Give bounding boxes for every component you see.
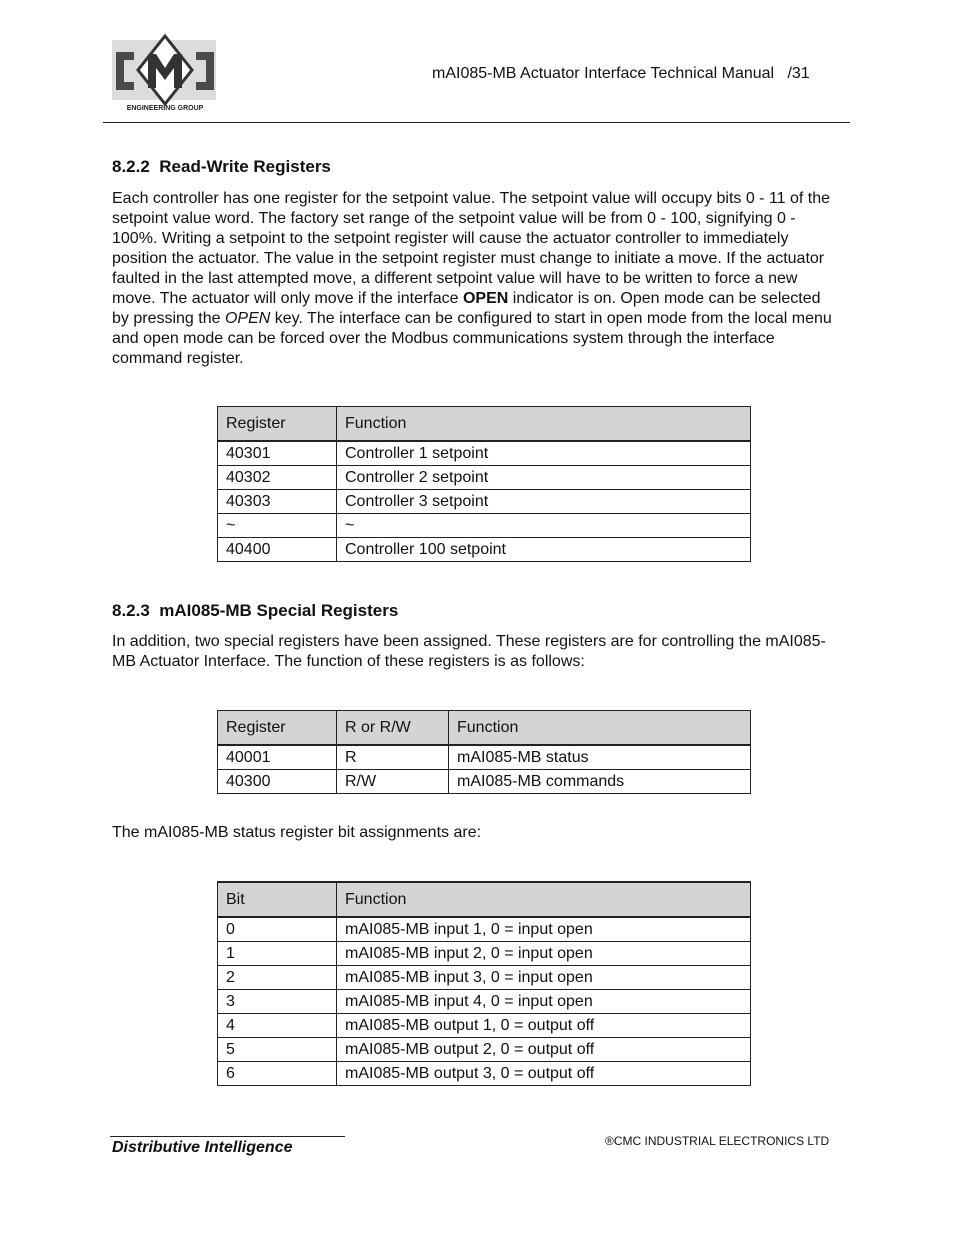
col-header-bit: Bit xyxy=(218,882,337,917)
open-indicator-text: OPEN xyxy=(462,290,509,307)
footer-tagline: Distributive Intelligence xyxy=(112,1139,293,1156)
table-row: 6 mAI085-MB output 3, 0 = output off xyxy=(218,1062,751,1086)
status-bit-table xyxy=(217,881,751,1086)
table-header-row xyxy=(218,711,751,746)
open-key-text: OPEN xyxy=(224,310,271,327)
setpoint-register-table xyxy=(217,406,751,562)
table-row: 4 mAI085-MB output 1, 0 = output off xyxy=(218,1014,751,1038)
header-divider xyxy=(103,122,850,123)
col-header-function: Function xyxy=(337,882,751,917)
cmc-logo xyxy=(110,30,220,114)
col-header-function: Function xyxy=(337,407,751,442)
table-row: 0 mAI085-MB input 1, 0 = input open xyxy=(218,917,751,942)
footer-divider xyxy=(110,1136,345,1137)
table-row: 1 mAI085-MB input 2, 0 = input open xyxy=(218,942,751,966)
section-title-8-2-2: 8.2.2 Read-Write Registers xyxy=(112,157,331,176)
section-8-2-3-body: In addition, two special registers have been assigned. These registers are for controlling the mAI085-MB Actuator Interface. The function of these registers is as follows: xyxy=(112,633,826,670)
logo-text: ENGINEERING GROUP xyxy=(126,105,204,112)
table-row: 40001 R mAI085-MB status xyxy=(218,745,751,770)
table-header-row xyxy=(218,882,751,917)
header-title: mAI085-MB Actuator Interface Technical Manual /31 xyxy=(432,65,810,82)
table-row: 5 mAI085-MB output 2, 0 = output off xyxy=(218,1038,751,1062)
table-row: 40303 Controller 3 setpoint xyxy=(218,490,751,514)
status-register-intro: The mAI085-MB status register bit assignments are: xyxy=(112,824,482,841)
table-row: 3 mAI085-MB input 4, 0 = input open xyxy=(218,990,751,1014)
table-row: 40400 Controller 100 setpoint xyxy=(218,538,751,562)
col-header-register: Register xyxy=(218,711,337,746)
col-header-function: Function xyxy=(449,711,751,746)
col-header-register: Register xyxy=(218,407,337,442)
table-row: 40301 Controller 1 setpoint xyxy=(218,441,751,466)
table-row: 40300 R/W mAI085-MB commands xyxy=(218,770,751,794)
special-register-table xyxy=(217,710,751,794)
section-title-8-2-3: 8.2.3 mAI085-MB Special Registers xyxy=(112,601,399,620)
table-row: 2 mAI085-MB input 3, 0 = input open xyxy=(218,966,751,990)
table-row: 40302 Controller 2 setpoint xyxy=(218,466,751,490)
table-row: ~ ~ xyxy=(218,514,751,538)
col-header-access: R or R/W xyxy=(337,711,449,746)
section-8-2-2-body: Each controller has one register for the setpoint value. The setpoint value will occupy bits 0 - 11 of the setpoint value word. The factory set range of the setpoint value will be from 0 - 100, signifying 0 - 100%. Writing a setpoint to the setpoint register will cause the actuator controller to immediately position the actuator. The value in the setpoint register must change to initiate a move. If the actuator faulted in the last attempted move, a different setpoint value will have to be written to force a new move. The actuator will only move if the interface OPEN indicator is on. Open mode can be selected by pressing the OPEN key. The interface can be configured to start in open mode from the local menu and open mode can be forced over the Modbus communications system through the interface command register. xyxy=(112,190,832,367)
footer-copyright: ®CMC INDUSTRIAL ELECTRONICS LTD xyxy=(605,1134,830,1148)
table-header-row xyxy=(218,407,751,442)
